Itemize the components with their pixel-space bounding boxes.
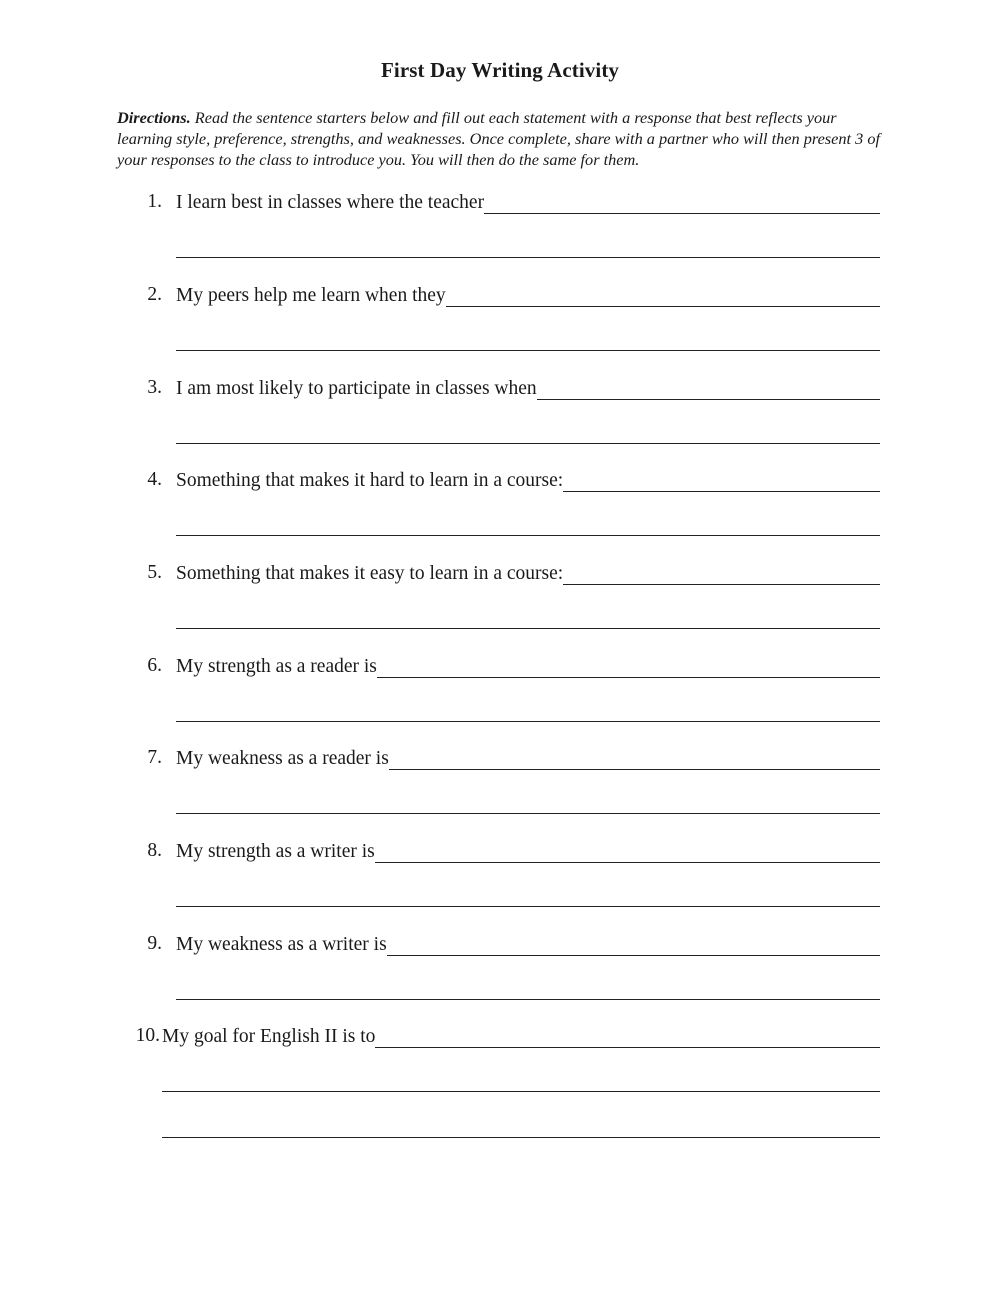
question-item-2 bbox=[0, 284, 1000, 344]
answer-line[interactable] bbox=[176, 257, 880, 258]
answer-blank[interactable] bbox=[537, 381, 880, 400]
question-prompt-row bbox=[176, 191, 880, 215]
directions-text: Read the sentence starters below and fill out each statement with a response that best reflects your learning style, preference, strengths, and weaknesses. Once complete, share with a partner who will then present 3 of your responses to the class to introduce you. You will then do the same for them. bbox=[117, 108, 880, 169]
answer-blank[interactable] bbox=[389, 751, 880, 770]
question-prompt-row bbox=[176, 840, 880, 864]
answer-blank[interactable] bbox=[563, 473, 880, 492]
answer-blank[interactable] bbox=[446, 288, 880, 307]
question-number: 7. bbox=[147, 747, 162, 768]
answer-line[interactable] bbox=[176, 350, 880, 351]
question-prompt: Something that makes it easy to learn in a course: bbox=[176, 563, 564, 584]
question-prompt: I am most likely to participate in classes when bbox=[176, 378, 537, 399]
question-number: 3. bbox=[147, 377, 162, 398]
question-prompt: My goal for English II is to bbox=[162, 1026, 376, 1047]
page-title: First Day Writing Activity bbox=[380, 58, 620, 82]
question-prompt: I learn best in classes where the teacher bbox=[176, 192, 485, 213]
answer-blank[interactable] bbox=[377, 659, 880, 678]
question-item-5 bbox=[0, 562, 1000, 622]
answer-line[interactable] bbox=[176, 906, 880, 907]
question-item-1 bbox=[0, 191, 1000, 251]
question-prompt-row bbox=[176, 562, 880, 586]
question-number: 10. bbox=[135, 1025, 160, 1046]
question-item-10 bbox=[0, 1025, 1000, 1145]
question-number: 4. bbox=[147, 469, 162, 490]
question-number: 1. bbox=[147, 191, 162, 212]
question-item-7 bbox=[0, 747, 1000, 807]
directions-label: Directions. bbox=[117, 108, 191, 127]
question-prompt-row bbox=[176, 377, 880, 401]
question-prompt: My weakness as a writer is bbox=[176, 934, 387, 955]
answer-blank[interactable] bbox=[375, 1029, 880, 1048]
question-prompt: My weakness as a reader is bbox=[176, 748, 389, 769]
answer-blank[interactable] bbox=[484, 195, 880, 214]
question-item-8 bbox=[0, 840, 1000, 900]
answer-line[interactable] bbox=[162, 1137, 880, 1138]
question-prompt-row bbox=[176, 284, 880, 308]
question-prompt-row bbox=[162, 1025, 880, 1049]
answer-blank[interactable] bbox=[387, 937, 880, 956]
question-item-9 bbox=[0, 933, 1000, 993]
answer-line[interactable] bbox=[162, 1091, 880, 1092]
answer-blank[interactable] bbox=[375, 844, 880, 863]
question-prompt-row bbox=[176, 469, 880, 493]
answer-line[interactable] bbox=[176, 535, 880, 536]
directions-paragraph bbox=[117, 107, 887, 170]
question-prompt-row bbox=[176, 655, 880, 679]
answer-blank[interactable] bbox=[563, 566, 880, 585]
question-prompt: My peers help me learn when they bbox=[176, 285, 446, 306]
question-prompt-row bbox=[176, 933, 880, 957]
answer-line[interactable] bbox=[176, 999, 880, 1000]
question-prompt: My strength as a reader is bbox=[176, 656, 377, 677]
question-prompt-row bbox=[176, 747, 880, 771]
question-item-3 bbox=[0, 377, 1000, 437]
question-number: 8. bbox=[147, 840, 162, 861]
answer-line[interactable] bbox=[176, 443, 880, 444]
answer-line[interactable] bbox=[176, 813, 880, 814]
question-number: 6. bbox=[147, 655, 162, 676]
question-number: 2. bbox=[147, 284, 162, 305]
question-prompt: Something that makes it hard to learn in a course: bbox=[176, 470, 564, 491]
question-number: 9. bbox=[147, 933, 162, 954]
answer-line[interactable] bbox=[176, 628, 880, 629]
question-item-4 bbox=[0, 469, 1000, 529]
answer-line[interactable] bbox=[176, 721, 880, 722]
question-prompt: My strength as a writer is bbox=[176, 841, 375, 862]
question-item-6 bbox=[0, 655, 1000, 715]
question-number: 5. bbox=[147, 562, 162, 583]
